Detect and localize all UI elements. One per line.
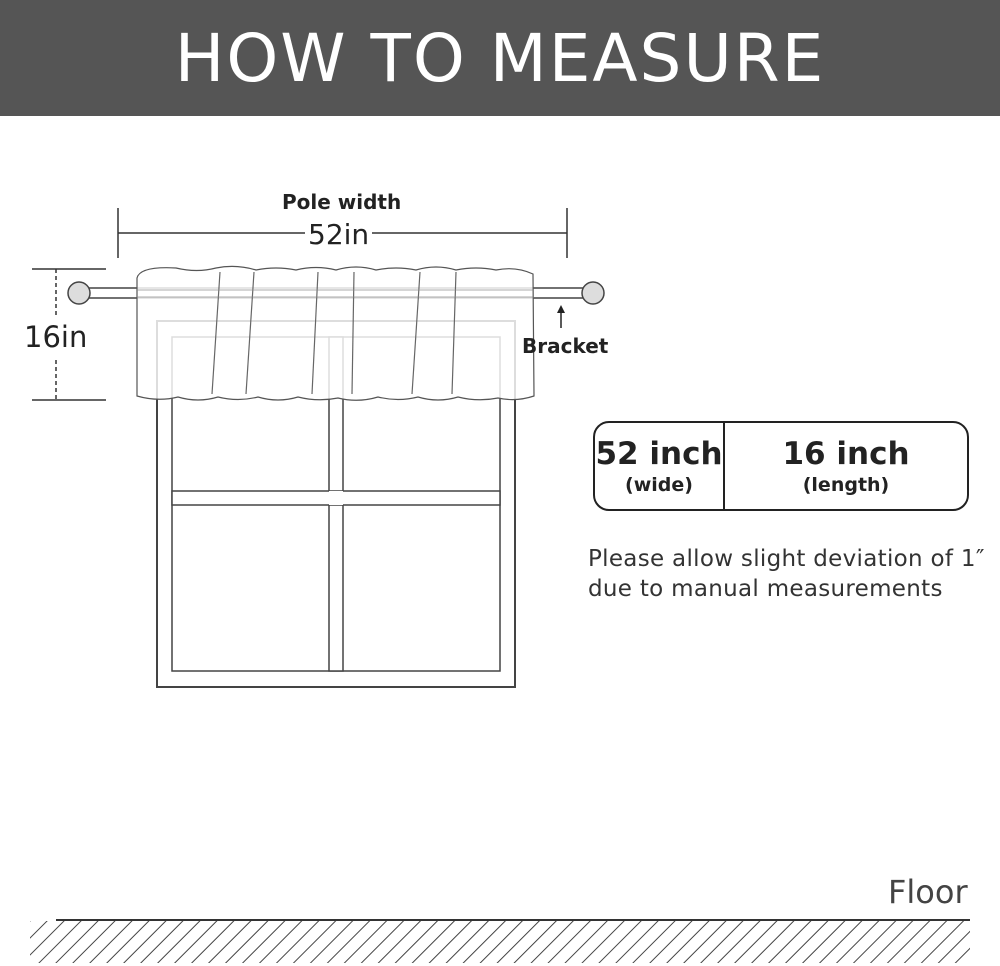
length-caption: (length)	[802, 474, 890, 496]
floor-hatching-icon	[30, 920, 970, 963]
curtain-height-value: 16in	[24, 317, 87, 357]
width-value: 52 inch	[595, 436, 723, 472]
pole-width-label: Pole width	[282, 190, 402, 214]
size-cell-wide	[595, 423, 725, 509]
bracket-label: Bracket	[522, 334, 609, 358]
valance-curtain-icon	[137, 266, 534, 400]
deviation-note-line-2: due to manual measurements	[588, 576, 943, 602]
page-title: HOW TO MEASURE	[174, 19, 826, 97]
bracket-arrow-icon	[557, 305, 565, 328]
width-caption: (wide)	[625, 474, 693, 496]
size-cell-length	[725, 423, 967, 509]
floor-label: Floor	[888, 873, 968, 911]
length-value: 16 inch	[782, 436, 910, 472]
size-table	[593, 421, 969, 511]
deviation-note	[588, 544, 985, 604]
pole-width-value: 52in	[305, 218, 372, 251]
deviation-note-line-1: Please allow slight deviation of 1″	[588, 546, 985, 572]
